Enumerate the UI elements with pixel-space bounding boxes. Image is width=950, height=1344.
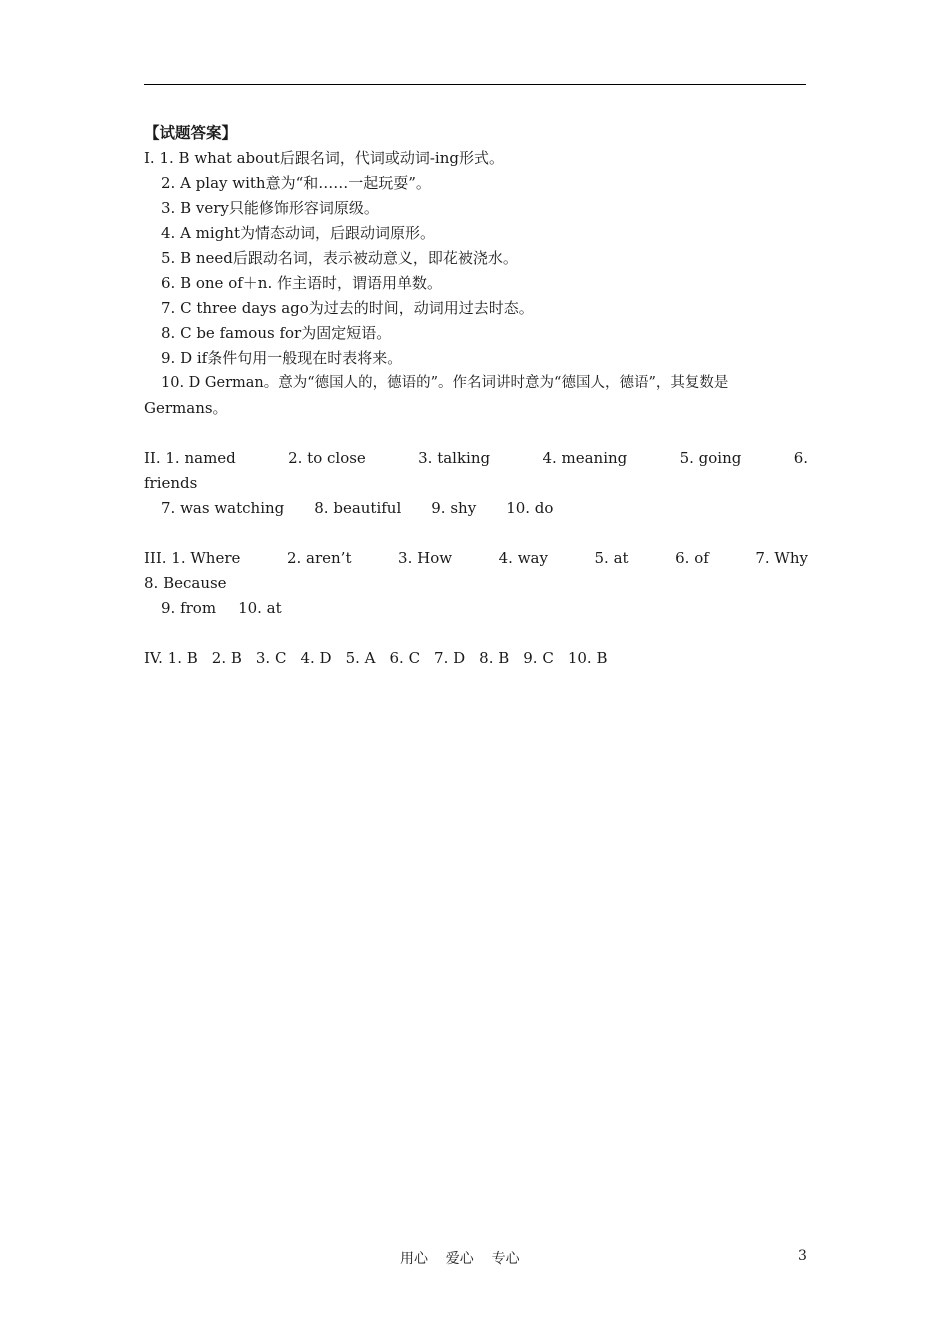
s1-item-6: 6. B one of＋n. 作主语时，谓语用单数。: [161, 274, 442, 292]
s4-row: [144, 646, 808, 671]
s2-answer: 9. shy: [431, 499, 477, 517]
section-gap: [144, 621, 808, 646]
s3-row-1: [144, 546, 808, 571]
s1-item-10: 10. D German。意为“德国人的，德语的”。作名词讲时意为“德国人，德语”，其复数是: [161, 375, 729, 391]
s2-answer: 10. do: [506, 499, 554, 517]
s1-item-3: 3. B very只能修饰形容词原级。: [161, 199, 379, 217]
s3-row-2: 8. Because: [144, 574, 227, 592]
s3-answer: 7. Why: [755, 549, 808, 567]
s4-answer: 4. D: [300, 649, 332, 667]
s1-item-5: 5. B need后跟动名词，表示被动意义，即花被浇水。: [161, 249, 518, 267]
answers-heading: 【试题答案】: [144, 124, 238, 142]
s1-item-10-cont: Germans。: [144, 399, 228, 417]
s4-answer: 5. A: [345, 649, 376, 667]
s2-answer: 7. was watching: [161, 499, 285, 517]
section-gap: [144, 521, 808, 546]
s3-row-3: [144, 596, 808, 621]
s4-answer: IV. 1. B: [144, 649, 198, 667]
s1-item-1: I. 1. B what about后跟名词，代词或动词-ing形式。: [144, 149, 504, 167]
s2-answer: 4. meaning: [542, 449, 628, 467]
s2-row-2: friends: [144, 474, 198, 492]
s1-item-4: 4. A might为情态动词，后跟动词原形。: [161, 224, 435, 242]
s2-answer: 5. going: [679, 449, 742, 467]
s4-answer: 6. C: [389, 649, 421, 667]
s4-answer: 10. B: [567, 649, 608, 667]
s1-item-7: 7. C three days ago为过去的时间，动词用过去时态。: [161, 299, 534, 317]
s4-answer: 8. B: [479, 649, 510, 667]
s2-row-1: [144, 446, 808, 471]
s3-answer: 3. How: [398, 549, 453, 567]
answer-content: [144, 121, 808, 671]
s4-answer: 3. C: [255, 649, 287, 667]
s1-item-2: 2. A play with意为“和……一起玩耍”。: [161, 174, 431, 192]
s3-answer: 10. at: [238, 599, 282, 617]
section-gap: [144, 421, 808, 446]
header-rule: [144, 84, 806, 85]
s3-answer: 6. of: [675, 549, 709, 567]
s1-item-8: 8. C be famous for为固定短语。: [161, 324, 392, 342]
s2-answer: II. 1. named: [144, 449, 236, 467]
s2-answer: 3. talking: [418, 449, 491, 467]
s4-answer: 9. C: [523, 649, 554, 667]
s2-answer: 8. beautiful: [314, 499, 402, 517]
s3-answer: III. 1. Where: [144, 549, 241, 567]
s2-row-3: [144, 496, 808, 521]
s2-answer: 6.: [793, 449, 808, 467]
s3-answer: 2. aren’t: [286, 549, 352, 567]
s3-answer: 5. at: [594, 549, 629, 567]
s4-answer: 7. D: [434, 649, 466, 667]
s3-answer: 9. from: [161, 599, 217, 617]
s4-answer: 2. B: [211, 649, 242, 667]
s2-answer: 2. to close: [288, 449, 366, 467]
s3-answer: 4. way: [498, 549, 548, 567]
s1-item-9: 9. D if条件句用一般现在时表将来。: [161, 349, 403, 367]
footer-motto: 用心 爱心 专心: [400, 1251, 520, 1267]
page-number: 3: [798, 1248, 807, 1264]
